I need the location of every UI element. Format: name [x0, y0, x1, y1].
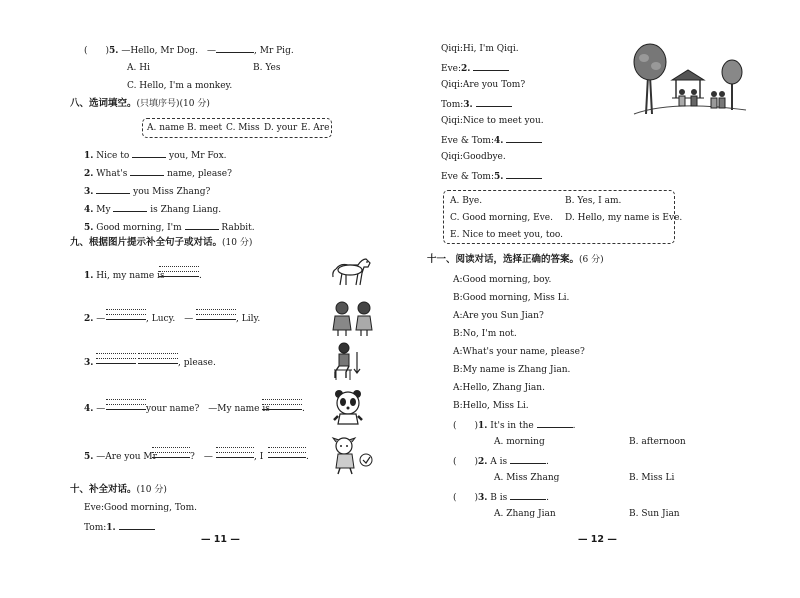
box-option-b: B. Yes, I am.: [565, 196, 622, 206]
reading-line: B:Good morning, Miss Li.: [453, 293, 570, 303]
answer-blank[interactable]: [510, 454, 546, 464]
sec11-question-1: ( )1. It's in the .: [453, 418, 575, 432]
word-option-e: E. Are: [301, 123, 330, 133]
reading-line: B:Hello, Miss Li.: [453, 401, 529, 411]
sec8-item-4: 4. My is Zhang Liang.: [84, 202, 221, 216]
answer-blank[interactable]: [506, 169, 542, 179]
section-10-heading: 十、补全对话。(10 分): [70, 484, 167, 495]
box-option-a: A. Bye.: [450, 196, 483, 206]
answer-blank[interactable]: [119, 520, 155, 530]
page-number-left: — 11 —: [201, 534, 240, 545]
option-a: A. Hi: [127, 63, 150, 73]
dialog-line: Qiqi:Goodbye.: [441, 152, 506, 162]
writing-lines[interactable]: [262, 395, 302, 410]
option-b: B. afternoon: [629, 437, 686, 447]
sec8-item-2: 2. What's name, please?: [84, 166, 232, 180]
writing-lines[interactable]: [196, 305, 236, 320]
dialog-line: Eve & Tom:5.: [441, 169, 542, 183]
dialog-line: Tom:3.: [441, 97, 512, 111]
answer-blank[interactable]: [506, 133, 542, 143]
answer-blank[interactable]: [96, 184, 130, 194]
section-11-heading: 十一、阅读对话，选择正确的答案。(6 分): [427, 254, 604, 265]
reading-line: B:My name is Zhang Jian.: [453, 365, 571, 375]
option-a: A. Zhang Jian: [494, 509, 556, 519]
answer-blank[interactable]: [473, 61, 509, 71]
sec11-question-3: ( )3. B is .: [453, 490, 549, 504]
answer-blank[interactable]: [113, 202, 147, 212]
word-option-a: A. name: [147, 123, 185, 133]
box-option-e: E. Nice to meet you, too.: [450, 230, 564, 240]
answer-blank[interactable]: [216, 43, 254, 53]
box-option-d: D. Hello, my name is Eve.: [565, 213, 683, 223]
dialog-line: Qiqi:Nice to meet you.: [441, 116, 544, 126]
writing-lines[interactable]: [106, 305, 146, 320]
reading-line: A:Hello, Zhang Jian.: [453, 383, 545, 393]
option-a: A. morning: [494, 437, 545, 447]
dialog-line: Eve & Tom:4.: [441, 133, 542, 147]
writing-lines[interactable]: [159, 262, 199, 277]
reading-line: A:Are you Sun Jian?: [453, 311, 544, 321]
word-option-c: C. Miss: [226, 123, 260, 133]
dialog-line: Qiqi:Are you Tom?: [441, 80, 526, 90]
two-girls-icon: [330, 298, 376, 338]
horse-icon: [330, 255, 374, 291]
word-option-d: D. your: [264, 123, 298, 133]
reading-line: B:No, I'm not.: [453, 329, 517, 339]
reading-line: A:What's your name, please?: [453, 347, 585, 357]
park-scene-icon: [632, 40, 748, 118]
word-option-b: B. meet: [187, 123, 223, 133]
sec8-item-3: 3. you Miss Zhang?: [84, 184, 210, 198]
answer-blank[interactable]: [537, 418, 573, 428]
sec9-item-5: 5. —Are you Mr: [84, 452, 157, 462]
sec9-item-3: 3.: [84, 358, 94, 368]
sec8-item-1: 1. Nice to you, Mr Fox.: [84, 148, 227, 162]
option-c: C. Hello, I'm a monkey.: [127, 81, 233, 91]
page-number-right: — 12 —: [578, 534, 617, 545]
option-b: B. Sun Jian: [629, 509, 680, 519]
sec9-item-4: 4. —: [84, 404, 106, 414]
answer-blank[interactable]: [130, 166, 164, 176]
option-b: B. Miss Li: [629, 473, 675, 483]
question-5: ( )5. —Hello, Mr Dog. — , Mr Pig.: [84, 43, 294, 57]
answer-blank[interactable]: [476, 97, 512, 107]
sec9-item-2: 2. —: [84, 314, 106, 324]
writing-lines[interactable]: [268, 443, 306, 458]
section-9-heading: 九、根据图片提示补全句子或对话。(10 分): [70, 237, 253, 248]
sec11-question-2: ( )2. A is .: [453, 454, 549, 468]
dialog-line: Qiqi:Hi, I'm Qiqi.: [441, 44, 519, 54]
dialog-line: Tom:1.: [84, 520, 155, 534]
option-a: A. Miss Zhang: [494, 473, 560, 483]
sec9-item-1: 1. Hi, my name is: [84, 271, 165, 281]
sec8-item-5: 5. Good morning, I'm Rabbit.: [84, 220, 255, 234]
reading-line: A:Good morning, boy.: [453, 275, 552, 285]
dog-icon: [330, 436, 376, 476]
writing-lines[interactable]: [96, 349, 136, 364]
writing-lines[interactable]: [216, 443, 254, 458]
answer-blank[interactable]: [132, 148, 166, 158]
dialog-line: Eve:Good morning, Tom.: [84, 503, 197, 513]
section-8-heading: 八、选词填空。(只填序号)(10 分): [70, 98, 210, 109]
panda-icon: [332, 388, 364, 426]
box-option-c: C. Good morning, Eve.: [450, 213, 553, 223]
option-b: B. Yes: [253, 63, 281, 73]
writing-lines[interactable]: [152, 443, 190, 458]
boy-sitting-icon: [332, 342, 362, 382]
writing-lines[interactable]: [138, 349, 178, 364]
dialog-line: Eve:2.: [441, 61, 509, 75]
answer-blank[interactable]: [185, 220, 219, 230]
answer-blank[interactable]: [510, 490, 546, 500]
writing-lines[interactable]: [106, 395, 146, 410]
